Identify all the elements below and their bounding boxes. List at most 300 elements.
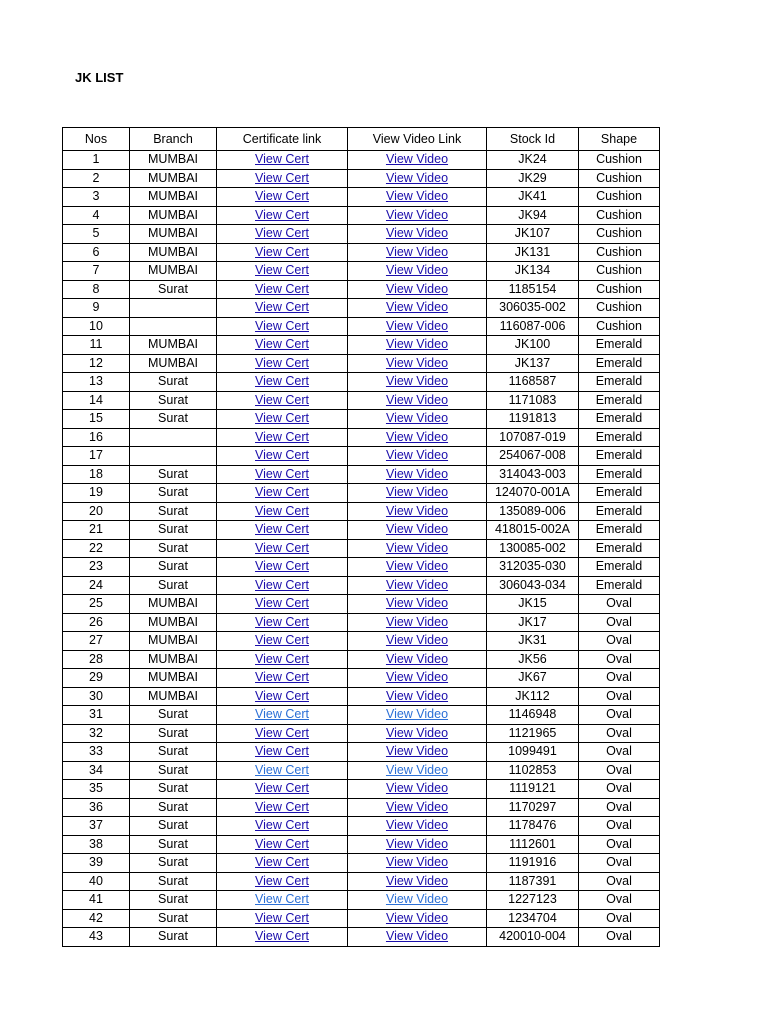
table-row [63,558,660,577]
stock-id-cell: 1102853 [487,761,579,780]
branch-cell: MUMBAI [130,354,217,373]
view-video-link[interactable]: View Video [385,170,449,185]
view-video-link[interactable]: View Video [385,263,449,278]
branch-cell: Surat [130,761,217,780]
certificate-link-cell [217,872,348,891]
shape-cell: Emerald [579,539,660,558]
certificate-link-cell [217,613,348,632]
branch-cell: Surat [130,539,217,558]
view-cert-link[interactable]: View Cert [255,207,309,222]
shape-cell: Emerald [579,336,660,355]
shape-cell: Oval [579,632,660,651]
table-row [63,928,660,947]
stock-id-cell: 1178476 [487,817,579,836]
row-number-cell: 11 [63,336,130,355]
certificate-link-cell [217,891,348,910]
certificate-link-cell [217,280,348,299]
video-link-cell [348,373,487,392]
table-row [63,243,660,262]
video-link-cell [348,687,487,706]
view-video-link[interactable]: View Video [385,411,449,426]
row-number-cell: 41 [63,891,130,910]
video-link-cell [348,743,487,762]
header-row [63,128,660,151]
stock-id-cell: 420010-004 [487,928,579,947]
view-cert-link[interactable]: View Cert [255,670,309,685]
row-number-cell: 7 [63,262,130,281]
view-video-link[interactable]: View Video [385,466,449,481]
stock-id-cell: JK15 [487,595,579,614]
branch-cell: MUMBAI [130,169,217,188]
view-video-link[interactable]: View Video [385,429,449,444]
video-link-cell [348,428,487,447]
row-number-cell: 16 [63,428,130,447]
stock-id-cell: 1119121 [487,780,579,799]
shape-cell: Emerald [579,373,660,392]
stock-id-cell: 1191916 [487,854,579,873]
view-video-link[interactable]: View Video [385,910,449,925]
stock-id-cell: JK131 [487,243,579,262]
certificate-link-cell [217,299,348,318]
table-row [63,539,660,558]
stock-id-cell: 254067-008 [487,447,579,466]
row-number-cell: 34 [63,761,130,780]
row-number-cell: 12 [63,354,130,373]
certificate-link-cell [217,669,348,688]
row-number-cell: 18 [63,465,130,484]
table-row [63,872,660,891]
header-shape: Shape [579,128,660,151]
view-cert-link[interactable]: View Cert [255,392,309,407]
certificate-link-cell [217,835,348,854]
shape-cell: Oval [579,909,660,928]
certificate-link-cell [217,558,348,577]
row-number-cell: 4 [63,206,130,225]
view-video-link[interactable]: View Video [385,873,449,888]
view-video-link[interactable]: View Video [385,836,449,851]
stock-id-cell: 1146948 [487,706,579,725]
table-row [63,188,660,207]
row-number-cell: 25 [63,595,130,614]
table-row [63,817,660,836]
view-cert-link[interactable]: View Cert [255,503,309,518]
video-link-cell [348,669,487,688]
shape-cell: Emerald [579,576,660,595]
table-row [63,706,660,725]
video-link-cell [348,151,487,170]
video-link-cell [348,391,487,410]
stock-id-cell: 1168587 [487,373,579,392]
view-cert-link[interactable]: View Cert [255,374,309,389]
view-video-link[interactable]: View Video [385,818,449,833]
certificate-link-cell [217,650,348,669]
view-video-link[interactable]: View Video [385,929,449,944]
branch-cell: Surat [130,909,217,928]
view-video-link[interactable]: View Video [385,892,449,907]
row-number-cell: 17 [63,447,130,466]
shape-cell: Oval [579,872,660,891]
row-number-cell: 9 [63,299,130,318]
stock-id-cell: JK112 [487,687,579,706]
view-cert-link[interactable]: View Cert [255,522,309,537]
shape-cell: Emerald [579,465,660,484]
table-row [63,447,660,466]
view-cert-link[interactable]: View Cert [255,651,309,666]
view-cert-link[interactable]: View Cert [255,633,309,648]
table-row [63,613,660,632]
view-video-link[interactable]: View Video [385,448,449,463]
certificate-link-cell [217,502,348,521]
certificate-link-cell [217,780,348,799]
table-row [63,336,660,355]
stock-id-cell: 116087-006 [487,317,579,336]
certificate-link-cell [217,743,348,762]
branch-cell: Surat [130,854,217,873]
video-link-cell [348,724,487,743]
stock-id-cell: 418015-002A [487,521,579,540]
certificate-link-cell [217,391,348,410]
stock-id-cell: 1112601 [487,835,579,854]
table-row [63,262,660,281]
stock-id-cell: 1171083 [487,391,579,410]
view-video-link[interactable]: View Video [385,799,449,814]
table-row [63,280,660,299]
row-number-cell: 10 [63,317,130,336]
certificate-link-cell [217,928,348,947]
stock-id-cell: 1170297 [487,798,579,817]
view-video-link[interactable]: View Video [385,503,449,518]
view-cert-link[interactable]: View Cert [255,411,309,426]
stock-id-cell: 1191813 [487,410,579,429]
table-row [63,669,660,688]
view-cert-link[interactable]: View Cert [255,355,309,370]
view-cert-link[interactable]: View Cert [255,836,309,851]
certificate-link-cell [217,447,348,466]
view-video-link[interactable]: View Video [385,392,449,407]
view-cert-link[interactable]: View Cert [255,707,309,722]
view-video-link[interactable]: View Video [385,651,449,666]
row-number-cell: 39 [63,854,130,873]
branch-cell: Surat [130,817,217,836]
branch-cell: MUMBAI [130,243,217,262]
row-number-cell: 40 [63,872,130,891]
shape-cell: Oval [579,650,660,669]
table-row [63,299,660,318]
view-video-link[interactable]: View Video [385,281,449,296]
video-link-cell [348,262,487,281]
branch-cell: MUMBAI [130,595,217,614]
view-cert-link[interactable]: View Cert [255,281,309,296]
view-video-link[interactable]: View Video [385,633,449,648]
shape-cell: Cushion [579,206,660,225]
view-cert-link[interactable]: View Cert [255,189,309,204]
view-cert-link[interactable]: View Cert [255,781,309,796]
shape-cell: Oval [579,687,660,706]
video-link-cell [348,299,487,318]
stock-id-cell: JK67 [487,669,579,688]
branch-cell: Surat [130,373,217,392]
view-cert-link[interactable]: View Cert [255,873,309,888]
view-video-link[interactable]: View Video [385,855,449,870]
view-cert-link[interactable]: View Cert [255,466,309,481]
view-video-link[interactable]: View Video [385,670,449,685]
stock-id-cell: 312035-030 [487,558,579,577]
branch-cell: Surat [130,521,217,540]
view-cert-link[interactable]: View Cert [255,892,309,907]
stock-id-cell: JK24 [487,151,579,170]
video-link-cell [348,206,487,225]
video-link-cell [348,169,487,188]
shape-cell: Oval [579,854,660,873]
table-row [63,632,660,651]
view-video-link[interactable]: View Video [385,707,449,722]
certificate-link-cell [217,798,348,817]
certificate-link-cell [217,225,348,244]
header-certificate-link: Certificate link [217,128,348,151]
row-number-cell: 26 [63,613,130,632]
row-number-cell: 35 [63,780,130,799]
row-number-cell: 24 [63,576,130,595]
stock-id-cell: 1185154 [487,280,579,299]
row-number-cell: 8 [63,280,130,299]
table-row [63,743,660,762]
view-cert-link[interactable]: View Cert [255,300,309,315]
branch-cell: Surat [130,502,217,521]
shape-cell: Oval [579,798,660,817]
stock-id-cell: 314043-003 [487,465,579,484]
stock-id-cell: JK31 [487,632,579,651]
view-cert-link[interactable]: View Cert [255,725,309,740]
certificate-link-cell [217,243,348,262]
table-row [63,354,660,373]
shape-cell: Cushion [579,169,660,188]
branch-cell: Surat [130,798,217,817]
view-video-link[interactable]: View Video [385,318,449,333]
shape-cell: Oval [579,780,660,799]
view-video-link[interactable]: View Video [385,485,449,500]
shape-cell: Cushion [579,262,660,281]
stock-id-cell: 1234704 [487,909,579,928]
view-cert-link[interactable]: View Cert [255,855,309,870]
view-cert-link[interactable]: View Cert [255,762,309,777]
table-row [63,373,660,392]
shape-cell: Cushion [579,299,660,318]
table-row [63,724,660,743]
stock-id-cell: JK41 [487,188,579,207]
shape-cell: Oval [579,724,660,743]
row-number-cell: 28 [63,650,130,669]
shape-cell: Cushion [579,243,660,262]
table-row [63,151,660,170]
view-video-link[interactable]: View Video [385,374,449,389]
shape-cell: Emerald [579,502,660,521]
video-link-cell [348,502,487,521]
table-row [63,410,660,429]
header-branch: Branch [130,128,217,151]
view-cert-link[interactable]: View Cert [255,263,309,278]
table-row [63,854,660,873]
stock-id-cell: 306035-002 [487,299,579,318]
video-link-cell [348,891,487,910]
view-cert-link[interactable]: View Cert [255,799,309,814]
branch-cell: Surat [130,391,217,410]
stock-id-cell: JK100 [487,336,579,355]
view-cert-link[interactable]: View Cert [255,577,309,592]
table-body [63,151,660,947]
video-link-cell [348,354,487,373]
view-video-link[interactable]: View Video [385,522,449,537]
table-row [63,835,660,854]
jk-list-table [62,127,660,947]
view-video-link[interactable]: View Video [385,244,449,259]
view-cert-link[interactable]: View Cert [255,910,309,925]
row-number-cell: 38 [63,835,130,854]
view-video-link[interactable]: View Video [385,762,449,777]
stock-id-cell: JK56 [487,650,579,669]
shape-cell: Emerald [579,521,660,540]
branch-cell [130,317,217,336]
video-link-cell [348,243,487,262]
shape-cell: Emerald [579,447,660,466]
branch-cell: Surat [130,576,217,595]
table-row [63,780,660,799]
view-video-link[interactable]: View Video [385,300,449,315]
certificate-link-cell [217,336,348,355]
table-row [63,761,660,780]
row-number-cell: 42 [63,909,130,928]
table-row [63,206,660,225]
branch-cell: MUMBAI [130,687,217,706]
table-row [63,891,660,910]
row-number-cell: 14 [63,391,130,410]
view-cert-link[interactable]: View Cert [255,448,309,463]
shape-cell: Emerald [579,484,660,503]
row-number-cell: 32 [63,724,130,743]
table-row [63,576,660,595]
stock-id-cell: 1227123 [487,891,579,910]
certificate-link-cell [217,539,348,558]
branch-cell: MUMBAI [130,225,217,244]
video-link-cell [348,798,487,817]
view-cert-link[interactable]: View Cert [255,559,309,574]
view-video-link[interactable]: View Video [385,744,449,759]
view-video-link[interactable]: View Video [385,577,449,592]
shape-cell: Cushion [579,280,660,299]
view-cert-link[interactable]: View Cert [255,818,309,833]
view-cert-link[interactable]: View Cert [255,540,309,555]
certificate-link-cell [217,354,348,373]
stock-id-cell: 107087-019 [487,428,579,447]
branch-cell: MUMBAI [130,336,217,355]
branch-cell: MUMBAI [130,669,217,688]
row-number-cell: 21 [63,521,130,540]
view-cert-link[interactable]: View Cert [255,614,309,629]
video-link-cell [348,872,487,891]
video-link-cell [348,854,487,873]
certificate-link-cell [217,854,348,873]
stock-id-cell: JK17 [487,613,579,632]
view-video-link[interactable]: View Video [385,596,449,611]
shape-cell: Cushion [579,188,660,207]
view-video-link[interactable]: View Video [385,189,449,204]
view-video-link[interactable]: View Video [385,226,449,241]
stock-id-cell: JK94 [487,206,579,225]
certificate-link-cell [217,428,348,447]
header-view-video-link: View Video Link [348,128,487,151]
view-video-link[interactable]: View Video [385,337,449,352]
table-row [63,391,660,410]
shape-cell: Cushion [579,317,660,336]
branch-cell: Surat [130,484,217,503]
view-video-link[interactable]: View Video [385,207,449,222]
shape-cell: Oval [579,817,660,836]
view-cert-link[interactable]: View Cert [255,429,309,444]
view-video-link[interactable]: View Video [385,688,449,703]
shape-cell: Emerald [579,410,660,429]
view-video-link[interactable]: View Video [385,355,449,370]
certificate-link-cell [217,632,348,651]
certificate-link-cell [217,706,348,725]
certificate-link-cell [217,761,348,780]
view-cert-link[interactable]: View Cert [255,929,309,944]
video-link-cell [348,817,487,836]
shape-cell: Oval [579,743,660,762]
view-video-link[interactable]: View Video [385,781,449,796]
video-link-cell [348,761,487,780]
view-cert-link[interactable]: View Cert [255,688,309,703]
video-link-cell [348,706,487,725]
branch-cell: MUMBAI [130,262,217,281]
row-number-cell: 30 [63,687,130,706]
row-number-cell: 36 [63,798,130,817]
view-cert-link[interactable]: View Cert [255,337,309,352]
view-video-link[interactable]: View Video [385,614,449,629]
view-cert-link[interactable]: View Cert [255,152,309,167]
stock-id-cell: 135089-006 [487,502,579,521]
view-cert-link[interactable]: View Cert [255,226,309,241]
view-cert-link[interactable]: View Cert [255,244,309,259]
stock-id-cell: 306043-034 [487,576,579,595]
video-link-cell [348,447,487,466]
view-video-link[interactable]: View Video [385,152,449,167]
view-video-link[interactable]: View Video [385,725,449,740]
view-cert-link[interactable]: View Cert [255,485,309,500]
branch-cell: Surat [130,743,217,762]
row-number-cell: 22 [63,539,130,558]
branch-cell: Surat [130,410,217,429]
view-video-link[interactable]: View Video [385,559,449,574]
view-video-link[interactable]: View Video [385,540,449,555]
view-cert-link[interactable]: View Cert [255,596,309,611]
table-row [63,225,660,244]
certificate-link-cell [217,188,348,207]
view-cert-link[interactable]: View Cert [255,318,309,333]
shape-cell: Oval [579,761,660,780]
stock-id-cell: 124070-001A [487,484,579,503]
branch-cell: Surat [130,280,217,299]
view-cert-link[interactable]: View Cert [255,170,309,185]
certificate-link-cell [217,817,348,836]
row-number-cell: 33 [63,743,130,762]
view-cert-link[interactable]: View Cert [255,744,309,759]
row-number-cell: 5 [63,225,130,244]
video-link-cell [348,613,487,632]
certificate-link-cell [217,151,348,170]
table-row [63,484,660,503]
video-link-cell [348,465,487,484]
branch-cell: Surat [130,465,217,484]
row-number-cell: 13 [63,373,130,392]
